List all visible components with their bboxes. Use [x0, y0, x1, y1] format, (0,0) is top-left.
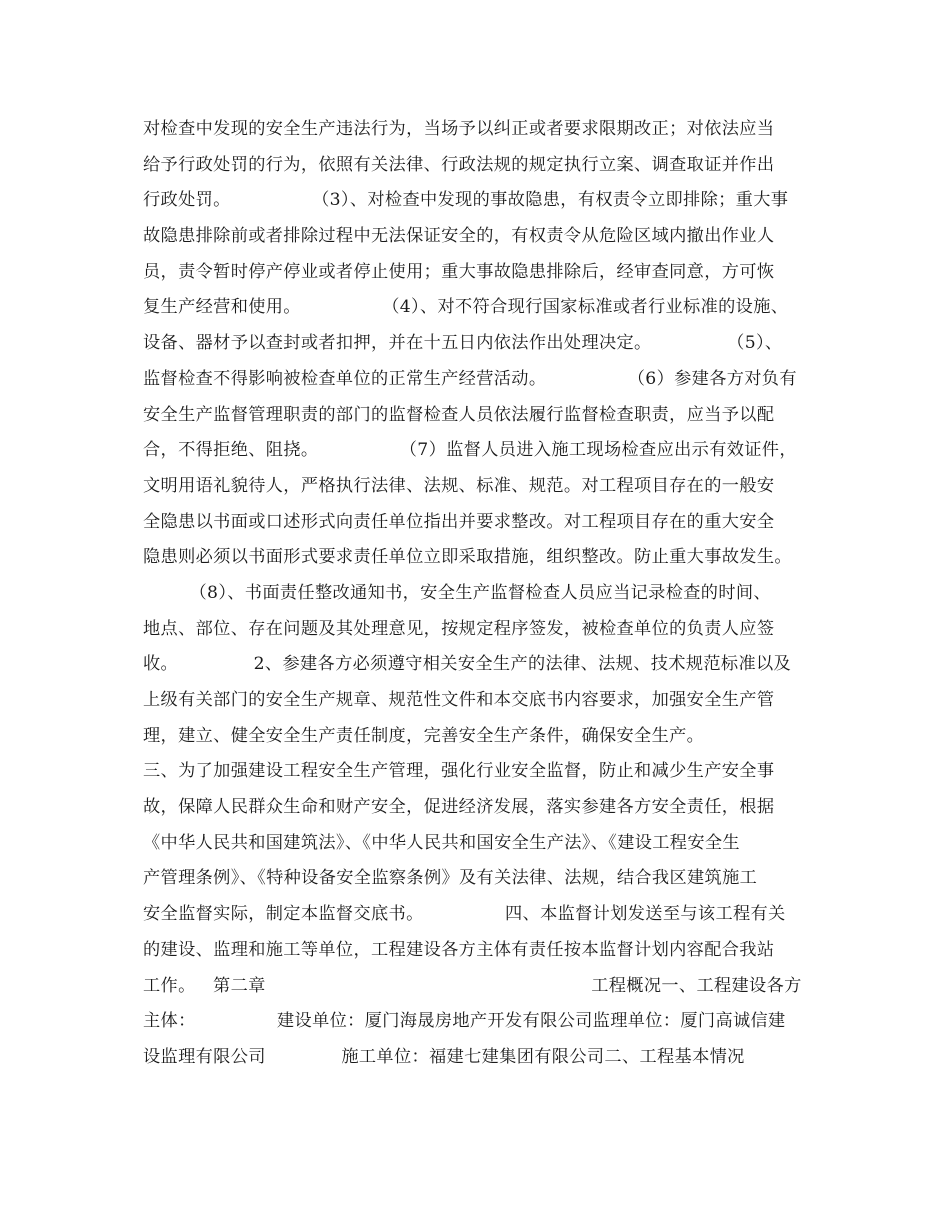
text-line-14: （8）、书面责任整改通知书，安全生产监督检查人员应当记录检查的时间、	[143, 582, 771, 603]
text-line-15: 地点、部位、存在问题及其处理意见，按规定程序签发，被检查单位的负责人应签	[143, 618, 775, 639]
text-line-11: 文明用语礼貌待人，严格执行法律、法规、标准、规范。对工程项目存在的一般安	[143, 475, 775, 496]
text-line-21: 《中华人民共和国建筑法》、《中华人民共和国安全生产法》、《建设工程安全生	[143, 832, 740, 853]
text-line-20: 故，保障人民群众生命和财产安全，促进经济发展，落实参建各方安全责任，根据	[143, 797, 775, 818]
text-line-1: 对检查中发现的安全生产违法行为，当场予以纠正或者要求限期改正；对依法应当	[143, 119, 775, 139]
text-line-12: 全隐患以书面或口述形式向责任单位指出并要求整改。对工程项目存在的重大安全	[143, 511, 775, 532]
text-line-24: 的建设、监理和施工等单位，工程建设各方主体有责任按本监督计划内容配合我站	[143, 939, 775, 960]
text-line-17: 上级有关部门的安全生产规章、规范性文件和本交底书内容要求，加强安全生产管	[143, 690, 775, 710]
document-body	[143, 112, 823, 1076]
text-line-18: 理，建立、健全安全生产责任制度，完善安全生产条件，确保安全生产。	[143, 725, 705, 746]
text-line-8: 监督检查不得影响被检查单位的正常生产经营活动。 （6）参建各方对负有	[143, 368, 797, 389]
text-line-23: 安全监督实际，制定本监督交底书。 四、本监督计划发送至与该工程有关	[143, 904, 786, 925]
text-line-13: 隐患则必须以书面形式要求责任单位立即采取措施，组织整改。防止重大事故发生。	[143, 547, 792, 568]
text-line-6: 复生产经营和使用。 （4）、对不符合现行国家标准或者行业标准的设施、	[143, 297, 789, 318]
text-line-4: 故隐患排除前或者排除过程中无法保证安全的，有权责令从危险区域内撤出作业人	[143, 226, 775, 247]
text-line-22: 产管理条例》、《特种设备安全监察条例》及有关法律、法规，结合我区建筑施工	[143, 868, 758, 889]
text-line-7: 设备、器材予以查封或者扣押，并在十五日内依法作出处理决定。 （5）、	[143, 333, 783, 354]
text-line-16: 收。 2、参建各方必须遵守相关安全生产的法律、法规、技术规范标准以及	[143, 654, 792, 675]
text-line-26: 主体： 建设单位：厦门海晟房地产开发有限公司监理单位：厦门高诚信建	[143, 1011, 786, 1032]
text-line-25: 工作。 第二章 工程概况一、工程建设各方	[143, 975, 802, 996]
text-line-3: 行政处罚。 （3）、对检查中发现的事故隐患，有权责令立即排除；重大事	[143, 190, 789, 211]
text-line-10: 合，不得拒绝、阻挠。 （7）监督人员进入施工现场检查应出示有效证件，	[143, 440, 797, 461]
text-line-27: 设监理有限公司 施工单位：福建七建集团有限公司二、工程基本情况	[143, 1046, 745, 1067]
text-line-2: 给予行政处罚的行为，依照有关法律、行政法规的规定执行立案、调查取证并作出	[143, 154, 775, 175]
text-line-19: 三、为了加强建设工程安全生产管理，强化行业安全监督，防止和减少生产安全事	[143, 761, 775, 782]
text-line-9: 安全生产监督管理职责的部门的监督检查人员依法履行监督检查职责，应当予以配	[143, 404, 775, 425]
text-line-5: 员，责令暂时停产停业或者停止使用；重大事故隐患排除后，经审查同意，方可恢	[143, 261, 775, 282]
